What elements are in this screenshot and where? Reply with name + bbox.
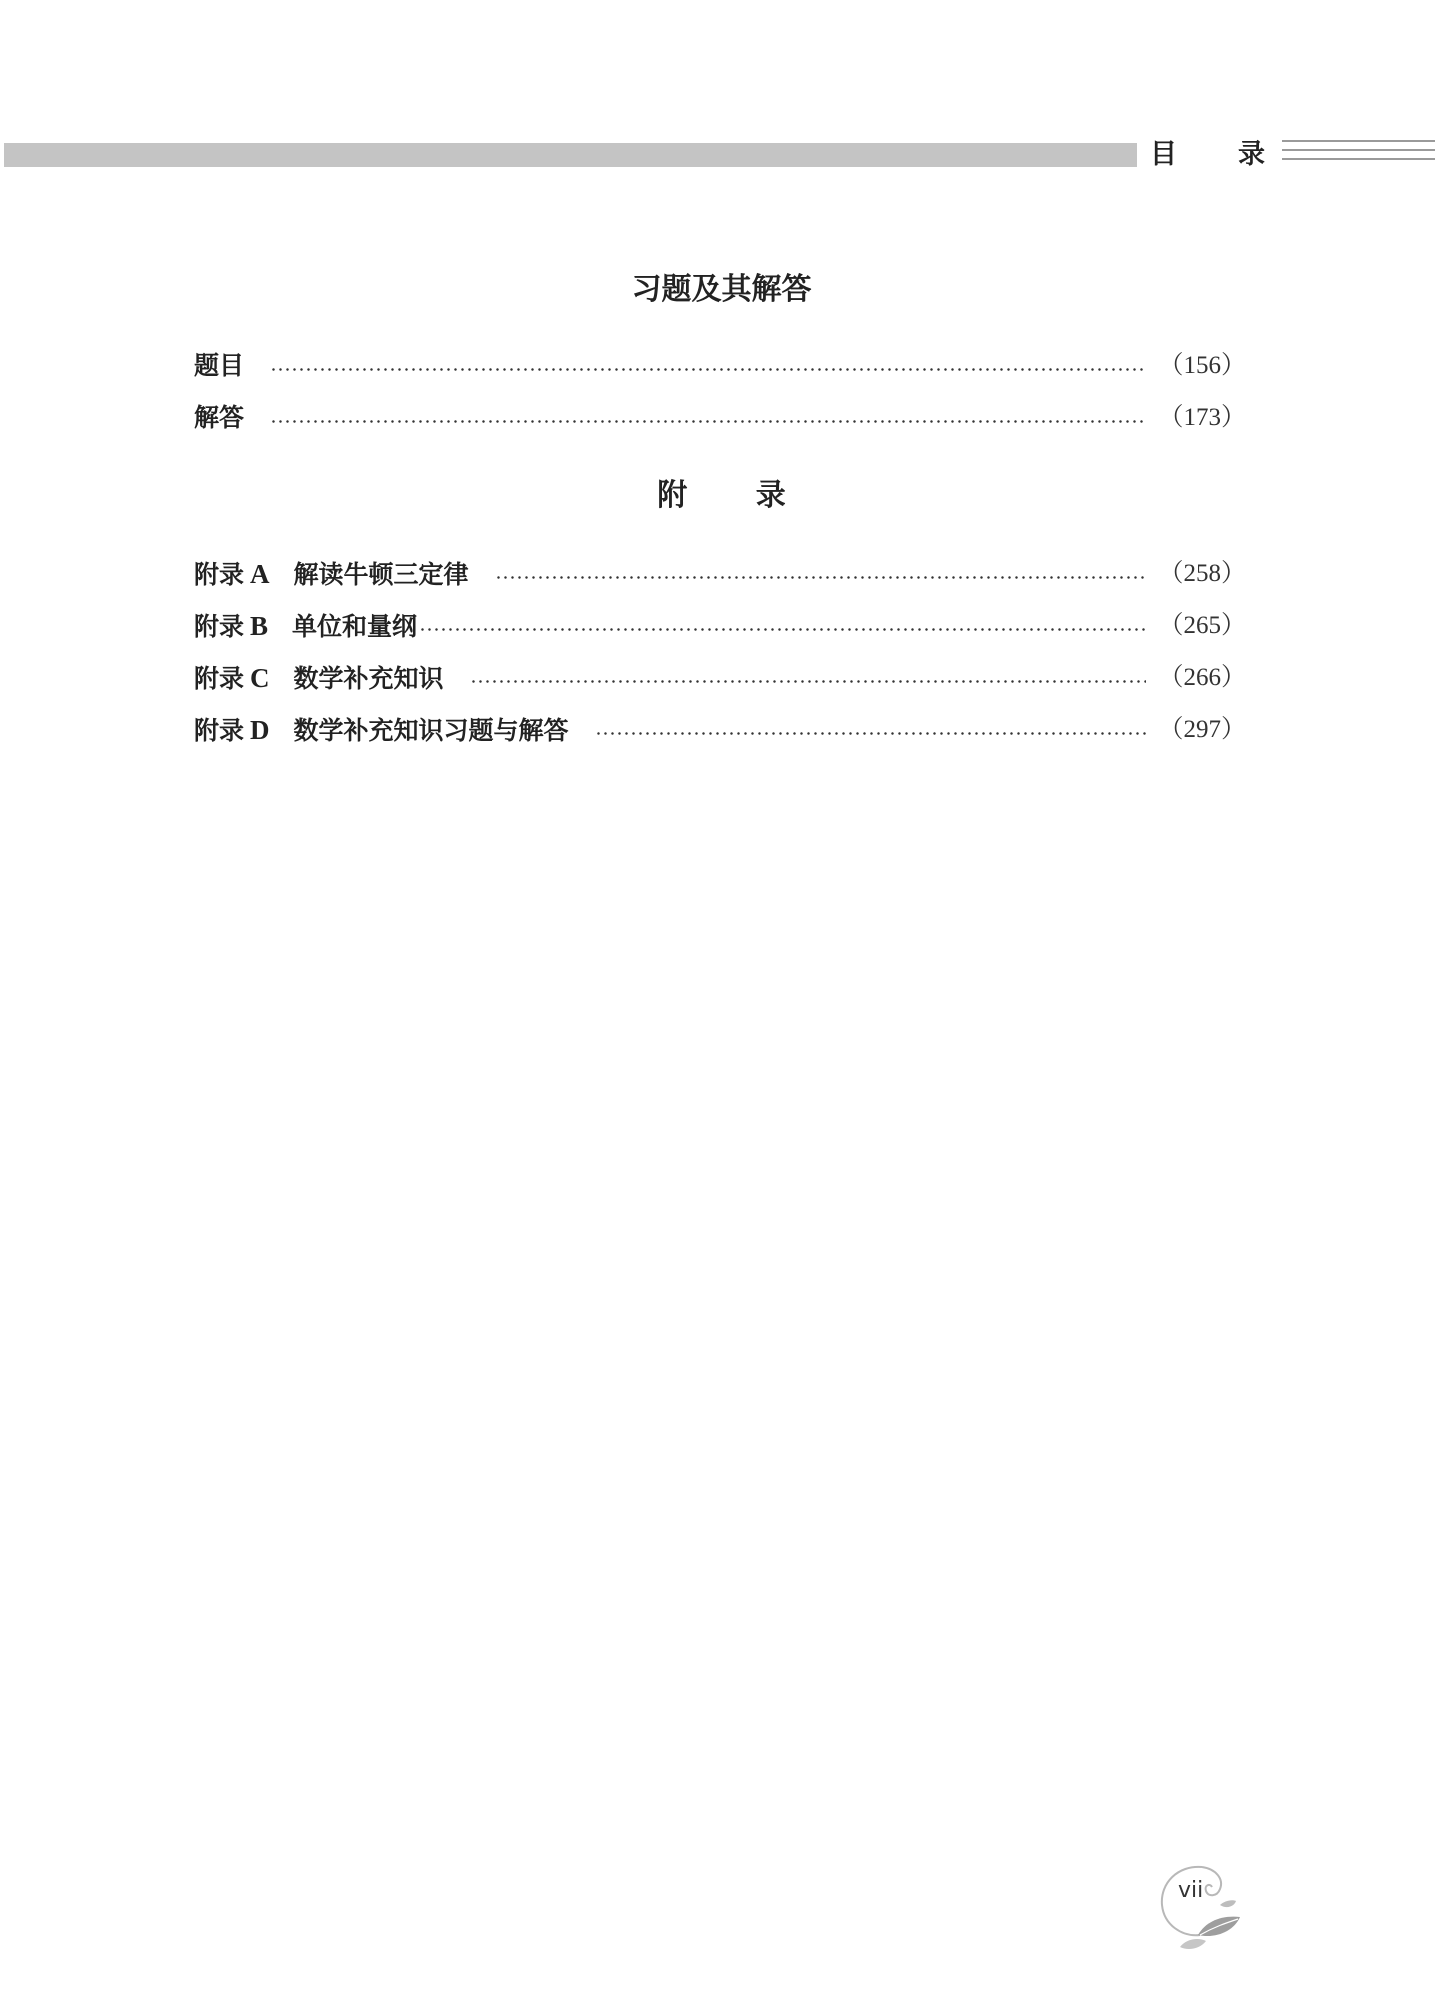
header-title-char-2: 录 — [1238, 139, 1265, 170]
page-ornament-leaf-icon — [1150, 1855, 1250, 1955]
toc-entry-letter: D — [250, 714, 270, 745]
toc-entry-label — [194, 556, 469, 593]
toc-leader-dots — [595, 732, 1147, 735]
toc-entry-exercises-answers[interactable] — [194, 400, 1246, 436]
toc-entry-title: 解读牛顿三定律 — [293, 559, 469, 589]
toc-entry-letter: C — [250, 662, 270, 693]
toc-entry-prefix: 附录 — [194, 715, 245, 745]
toc-entry-label: 题目 — [194, 351, 245, 380]
section-title-appendix-char-1: 附 — [657, 478, 688, 513]
page-number: vii — [1178, 1878, 1204, 1903]
toc-entry-letter: A — [250, 558, 270, 589]
header-title-char-1: 目 — [1150, 139, 1177, 170]
header-title — [1150, 138, 1265, 172]
toc-leader-dots — [470, 680, 1147, 683]
toc-entry-page: （156） — [1158, 352, 1246, 379]
toc-entry-label — [194, 608, 417, 645]
toc-entry-appendix-c[interactable] — [194, 660, 1246, 696]
toc-entry-page: （266） — [1158, 664, 1246, 691]
header-decor-lines — [1282, 140, 1435, 167]
toc-entry-label — [194, 660, 444, 697]
toc-entry-page: （297） — [1158, 716, 1246, 743]
toc-leader-dots — [270, 368, 1146, 371]
toc-entry-appendix-b[interactable] — [194, 608, 1246, 644]
toc-entry-exercises-questions[interactable] — [194, 348, 1246, 384]
toc-entry-label: 解答 — [194, 403, 245, 432]
header-bar — [4, 143, 1137, 167]
toc-entry-page: （265） — [1158, 612, 1246, 639]
toc-entry-appendix-a[interactable] — [194, 556, 1246, 592]
toc-entry-title: 单位和量纲 — [292, 611, 418, 641]
section-title-exercises: 习题及其解答 — [631, 272, 812, 307]
section-title-appendix — [0, 476, 1443, 516]
section-title-appendix-char-2: 录 — [755, 478, 786, 513]
toc-entry-appendix-d[interactable] — [194, 712, 1246, 748]
toc-entry-title: 数学补充知识 — [293, 663, 444, 693]
toc-entry-page: （258） — [1158, 560, 1246, 587]
toc-entry-page: （173） — [1158, 404, 1246, 431]
toc-leader-dots — [270, 420, 1146, 423]
toc-entry-label — [194, 712, 569, 749]
toc-leader-dots — [495, 576, 1147, 579]
toc-entry-title: 数学补充知识习题与解答 — [293, 715, 569, 745]
toc-entry-letter: B — [250, 610, 269, 641]
toc-entry-prefix: 附录 — [194, 611, 245, 641]
toc-entry-prefix: 附录 — [194, 663, 245, 693]
toc-leader-dots — [419, 628, 1146, 631]
toc-entry-prefix: 附录 — [194, 559, 245, 589]
